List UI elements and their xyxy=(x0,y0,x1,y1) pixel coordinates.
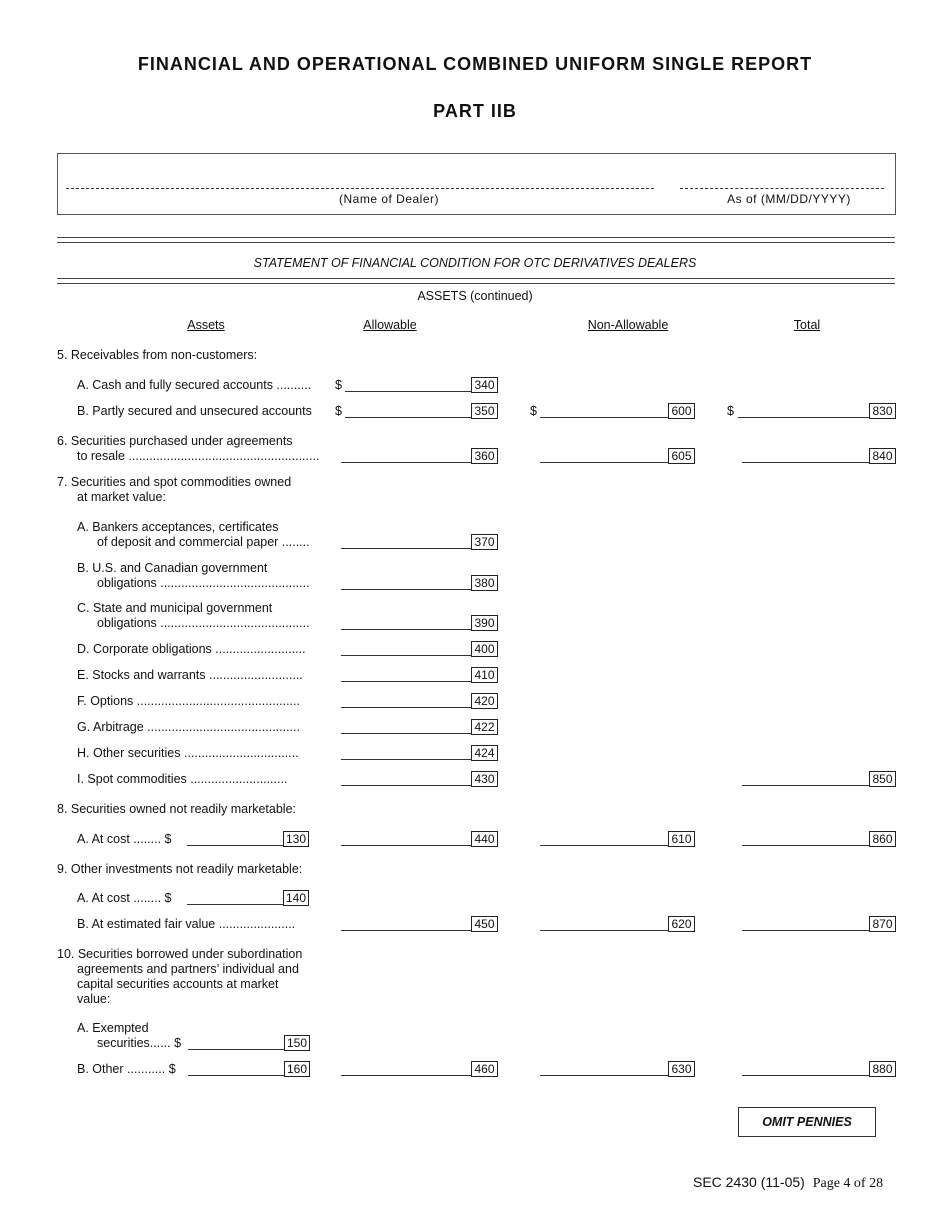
total-10b-field[interactable] xyxy=(742,1075,869,1076)
row-7i-label: I. Spot commodities ............................ xyxy=(77,772,288,786)
code-box-450: 450 xyxy=(471,916,498,932)
statement-title: STATEMENT OF FINANCIAL CONDITION FOR OTC DERIVATIVES DEALERS xyxy=(253,256,697,270)
row-6-label-cont: to resale ....................................................... xyxy=(77,449,320,463)
currency-sign: $ xyxy=(335,404,342,418)
row-7b-label: B. U.S. and Canadian government xyxy=(77,561,268,575)
page-number: Page 4 of 28 xyxy=(812,1176,884,1191)
code-box-424: 424 xyxy=(471,745,498,761)
total-6-field[interactable] xyxy=(742,462,869,463)
allowable-7d-field[interactable] xyxy=(341,655,471,656)
code-box-150: 150 xyxy=(284,1035,310,1051)
divider xyxy=(57,283,895,284)
code-box-600: 600 xyxy=(668,403,695,419)
code-box-340: 340 xyxy=(471,377,498,393)
code-box-390: 390 xyxy=(471,615,498,631)
form-number: SEC 2430 (11-05) xyxy=(693,1174,805,1190)
code-box-160: 160 xyxy=(284,1061,310,1077)
total-9b-field[interactable] xyxy=(742,930,869,931)
divider xyxy=(57,242,895,243)
code-box-830: 830 xyxy=(869,403,896,419)
row-10-label-cont: value: xyxy=(77,992,111,1006)
row-10-label-cont: capital securities accounts at market xyxy=(77,977,279,991)
non-allowable-9b-field[interactable] xyxy=(540,930,668,931)
row-7a-label-cont: of deposit and commercial paper ........ xyxy=(97,535,310,549)
cost-9a-field[interactable] xyxy=(187,904,283,905)
code-box-380: 380 xyxy=(471,575,498,591)
row-5b-label: B. Partly secured and unsecured accounts xyxy=(77,404,312,418)
code-box-130: 130 xyxy=(283,831,309,847)
row-10a-label-cont: securities...... $ xyxy=(97,1036,182,1050)
divider xyxy=(57,278,895,279)
exempted-10a-field[interactable] xyxy=(188,1049,284,1050)
code-box-860: 860 xyxy=(869,831,896,847)
total-7-field[interactable] xyxy=(742,785,869,786)
non-allowable-8a-field[interactable] xyxy=(540,845,668,846)
row-7c-label: C. State and municipal government xyxy=(77,601,273,615)
row-5-label: 5. Receivables from non-customers: xyxy=(57,348,258,362)
footer xyxy=(693,1174,883,1192)
code-box-430: 430 xyxy=(471,771,498,787)
code-box-370: 370 xyxy=(471,534,498,550)
row-7h-label: H. Other securities ................................. xyxy=(77,746,299,760)
allowable-7a-field[interactable] xyxy=(341,548,471,549)
as-of-label: As of (MM/DD/YYYY) xyxy=(727,192,851,206)
code-box-850: 850 xyxy=(869,771,896,787)
row-7a-label: A. Bankers acceptances, certificates xyxy=(77,520,279,534)
omit-pennies-note: OMIT PENNIES xyxy=(738,1107,876,1137)
code-box-410: 410 xyxy=(471,667,498,683)
code-box-610: 610 xyxy=(668,831,695,847)
part-title: PART IIB xyxy=(433,101,517,121)
row-5a-label: A. Cash and fully secured accounts .......... xyxy=(77,378,312,392)
row-7-label-cont: at market value: xyxy=(77,490,166,504)
row-9b-label: B. At estimated fair value ...................... xyxy=(77,917,296,931)
row-9-label: 9. Other investments not readily marketable: xyxy=(57,862,303,876)
currency-sign: $ xyxy=(335,378,342,392)
code-box-400: 400 xyxy=(471,641,498,657)
allowable-7c-field[interactable] xyxy=(341,629,471,630)
code-box-605: 605 xyxy=(668,448,695,464)
allowable-7g-field[interactable] xyxy=(341,733,471,734)
total-8a-field[interactable] xyxy=(742,845,869,846)
row-7c-label-cont: obligations ........................................... xyxy=(97,616,310,630)
code-box-440: 440 xyxy=(471,831,498,847)
section-title: ASSETS (continued) xyxy=(417,289,533,303)
cost-8a-field[interactable] xyxy=(187,845,283,846)
allowable-7h-field[interactable] xyxy=(341,759,471,760)
allowable-5a-field[interactable] xyxy=(345,391,471,392)
as-of-date-field[interactable] xyxy=(680,188,884,189)
row-7f-label: F. Options ............................................... xyxy=(77,694,300,708)
row-10-label-cont: agreements and partners’ individual and xyxy=(77,962,299,976)
allowable-8a-field[interactable] xyxy=(341,845,471,846)
allowable-6-field[interactable] xyxy=(341,462,471,463)
total-5b-field[interactable] xyxy=(738,417,869,418)
code-box-880: 880 xyxy=(869,1061,896,1077)
code-box-460: 460 xyxy=(471,1061,498,1077)
dealer-name-label: (Name of Dealer) xyxy=(338,192,440,206)
allowable-9b-field[interactable] xyxy=(341,930,471,931)
col-non-allowable: Non-Allowable xyxy=(587,318,669,332)
row-8-label: 8. Securities owned not readily marketable: xyxy=(57,802,297,816)
dealer-name-field[interactable] xyxy=(66,188,654,189)
row-7e-label: E. Stocks and warrants ........................... xyxy=(77,668,303,682)
allowable-7i-field[interactable] xyxy=(341,785,471,786)
row-10a-label: A. Exempted xyxy=(77,1021,149,1035)
row-6-label: 6. Securities purchased under agreements xyxy=(57,434,293,448)
code-box-630: 630 xyxy=(668,1061,695,1077)
code-box-870: 870 xyxy=(869,916,896,932)
code-box-140: 140 xyxy=(283,890,309,906)
row-7-label: 7. Securities and spot commodities owned xyxy=(57,475,292,489)
non-allowable-6-field[interactable] xyxy=(540,462,668,463)
divider xyxy=(57,237,895,238)
col-assets: Assets xyxy=(187,318,225,332)
col-total: Total xyxy=(793,318,821,332)
row-8a-label: A. At cost ........ $ xyxy=(77,832,172,846)
row-9a-label: A. At cost ........ $ xyxy=(77,891,172,905)
row-7b-label-cont: obligations ........................................... xyxy=(97,576,310,590)
row-10b-label: B. Other ........... $ xyxy=(77,1062,176,1076)
code-box-360: 360 xyxy=(471,448,498,464)
allowable-7f-field[interactable] xyxy=(341,707,471,708)
code-box-620: 620 xyxy=(668,916,695,932)
non-allowable-10b-field[interactable] xyxy=(540,1075,668,1076)
code-box-840: 840 xyxy=(869,448,896,464)
currency-sign: $ xyxy=(530,404,537,418)
code-box-350: 350 xyxy=(471,403,498,419)
row-7g-label: G. Arbitrage ............................................ xyxy=(77,720,300,734)
currency-sign: $ xyxy=(727,404,734,418)
row-7d-label: D. Corporate obligations .......................... xyxy=(77,642,306,656)
report-title: FINANCIAL AND OPERATIONAL COMBINED UNIFORM SINGLE REPORT xyxy=(137,54,813,74)
allowable-7e-field[interactable] xyxy=(341,681,471,682)
allowable-10b-field[interactable] xyxy=(341,1075,471,1076)
row-10-label: 10. Securities borrowed under subordination xyxy=(57,947,303,961)
allowable-5b-field[interactable] xyxy=(345,417,471,418)
col-allowable: Allowable xyxy=(363,318,417,332)
code-box-422: 422 xyxy=(471,719,498,735)
other-10b-field[interactable] xyxy=(188,1075,284,1076)
dealer-info-box xyxy=(57,153,896,215)
code-box-420: 420 xyxy=(471,693,498,709)
allowable-7b-field[interactable] xyxy=(341,589,471,590)
non-allowable-5b-field[interactable] xyxy=(540,417,668,418)
